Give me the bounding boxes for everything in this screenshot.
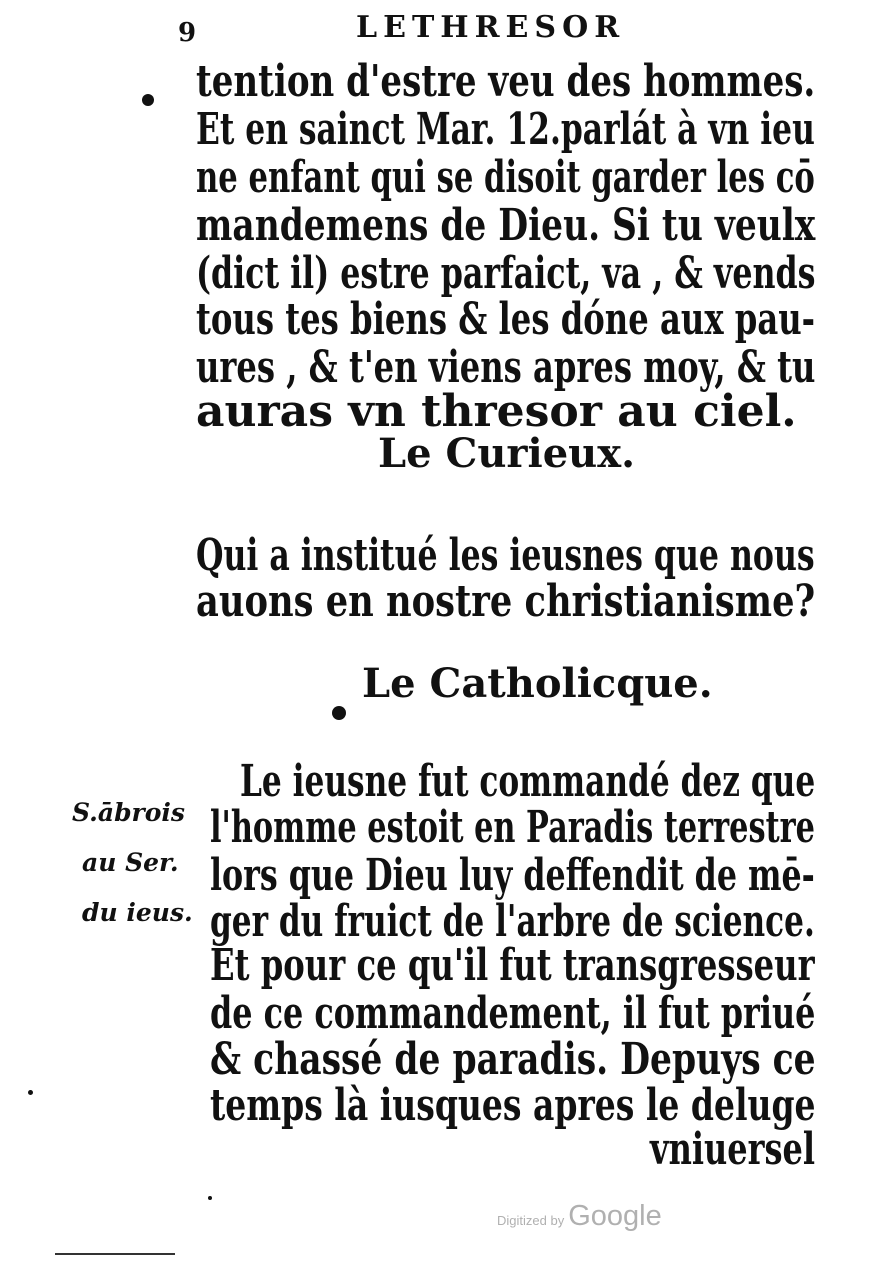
text-line: Et en sainct Mar. 12.parlát à vn ieu: [196, 104, 815, 155]
margin-note: du ieus.: [82, 898, 193, 927]
page-number: 9: [178, 18, 197, 48]
text-line: (dict il) estre parfaict, va , & vends: [196, 248, 816, 299]
text-line: temps là iusques apres le deluge: [210, 1080, 816, 1131]
margin-note: au Ser.: [82, 848, 179, 877]
ink-speck: [208, 1196, 212, 1200]
text-line: tention d'estre veu des hommes.: [196, 56, 816, 107]
watermark-brand: Google: [568, 1200, 662, 1232]
text-line: vniuersel: [650, 1124, 815, 1175]
text-line: auons en nostre christianisme?: [196, 576, 816, 627]
ink-speck: [332, 706, 346, 720]
text-line: l'homme estoit en Paradis terrestre: [210, 802, 815, 853]
watermark-prefix: Digitized by: [497, 1213, 565, 1228]
text-line: Qui a institué les ieusnes que nous: [196, 530, 815, 581]
text-line: ures , & t'en viens apres moy, & tu: [196, 342, 816, 393]
text-line: tous tes biens & les dóne aux pau-: [196, 294, 816, 345]
digitization-watermark: [497, 1200, 662, 1233]
text-line: Le ieusne fut commandé dez que: [240, 756, 816, 807]
text-line: & chassé de paradis. Depuys ce: [210, 1034, 816, 1085]
speaker-heading-curieux: Le Curieux.: [378, 430, 635, 477]
text-line: mandemens de Dieu. Si tu veulx: [196, 200, 816, 251]
text-line: Et pour ce qu'il fut transgresseur: [210, 940, 815, 991]
text-line: auras vn thresor au ciel.: [196, 386, 797, 437]
ink-speck: [142, 94, 154, 106]
text-line: de ce commandement, il fut priué: [210, 988, 816, 1039]
bottom-rule: [55, 1253, 175, 1255]
ink-speck: [28, 1090, 33, 1095]
text-line: lors que Dieu luy deffendit de mē-: [210, 850, 815, 901]
text-line: ne enfant qui se disoit garder les cō: [196, 152, 815, 203]
running-title: LETHRESOR: [356, 10, 626, 45]
text-line: ger du fruict de l'arbre de science.: [210, 896, 815, 947]
margin-note: S.ābrois: [72, 798, 185, 827]
speaker-heading-catholicque: Le Catholicque.: [362, 660, 713, 707]
